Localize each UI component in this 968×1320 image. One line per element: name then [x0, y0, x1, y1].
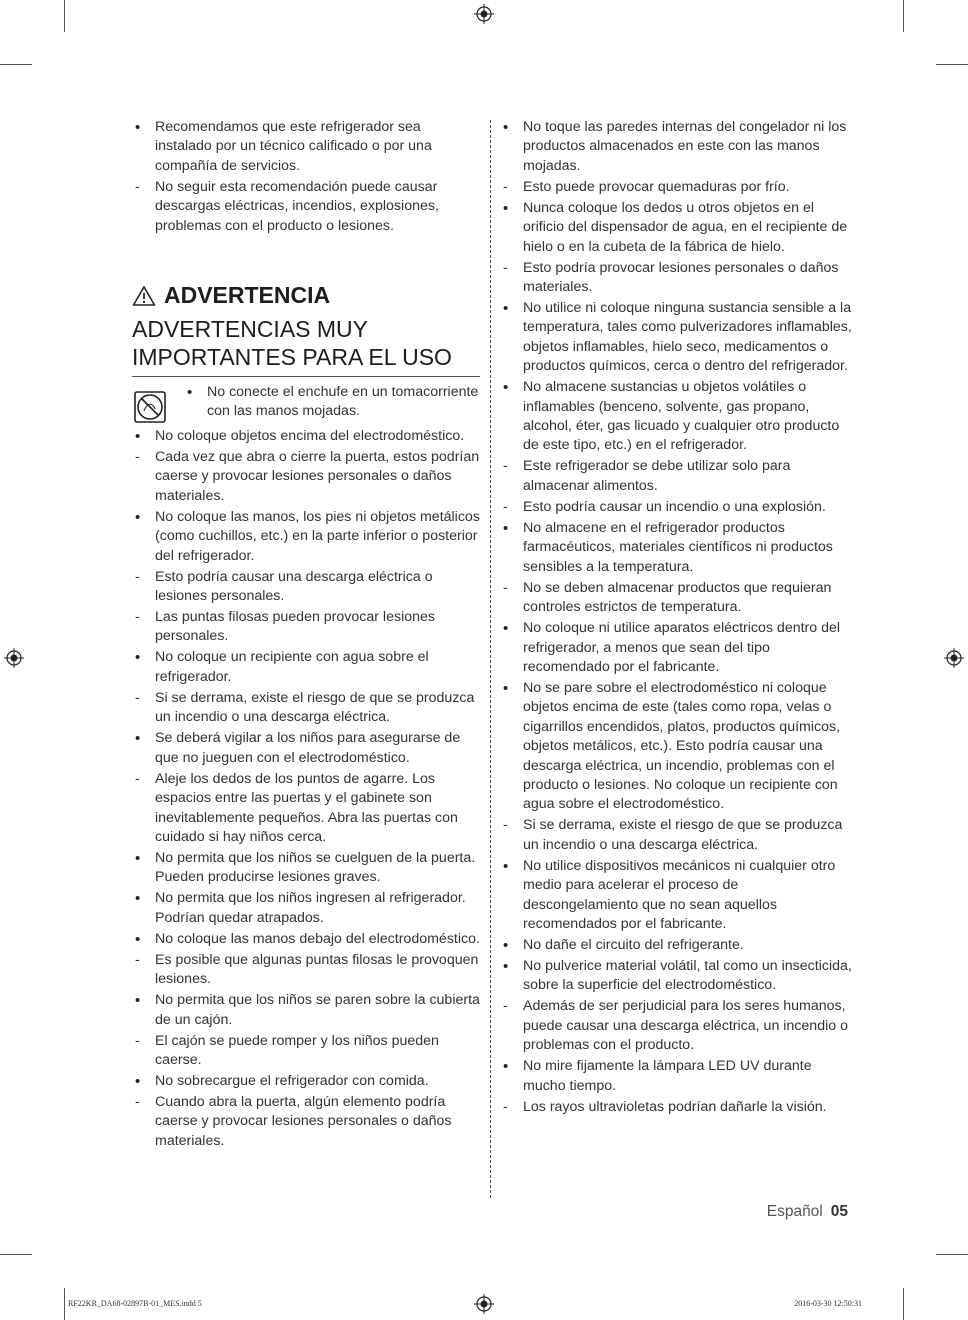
warning-section — [132, 282, 480, 425]
list-item: • No almacene sustancias u objetos volátiles o inflamables (benceno, solvente, gas propano, alcohol, éter, gas licuado y cualquier otro producto de este tipo, etc.) en el refrigerador. — [500, 378, 852, 456]
warning-list — [132, 427, 480, 1151]
list-item: - No seguir esta recomendación puede causar descargas eléctricas, incendios, explosiones, problemas con el producto o lesiones. — [132, 178, 480, 236]
registration-mark-icon — [474, 1294, 494, 1314]
list-item: - El cajón se puede romper y los niños pueden caerse. — [132, 1032, 480, 1071]
list-item: - Si se derrama, existe el riesgo de que se produzca un incendio o una descarga eléctrica. — [500, 816, 852, 855]
list-item: • No conecte el enchufe en un tomacorriente con las manos mojadas. — [184, 383, 480, 422]
list-item: • Recomendamos que este refrigerador sea instalado por un técnico calificado o por una compañía de servicios. — [132, 118, 480, 176]
warning-title: ADVERTENCIA — [164, 282, 331, 309]
list-item: - Este refrigerador se debe utilizar solo para almacenar alimentos. — [500, 457, 852, 496]
list-item: - Cuando abra la puerta, algún elemento podría caerse y provocar lesiones personales o daños materiales. — [132, 1093, 480, 1151]
section-title: ADVERTENCIAS MUY IMPORTANTES PARA EL USO — [132, 315, 480, 377]
list-item: - No se deben almacenar productos que requieran controles estrictos de temperatura. — [500, 579, 852, 618]
list-item: - Esto podría causar un incendio o una explosión. — [500, 498, 852, 517]
list-item: • Se deberá vigilar a los niños para asegurarse de que no jueguen con el electrodoméstico. — [132, 729, 480, 768]
crop-mark — [64, 1288, 65, 1320]
list-item: - Si se derrama, existe el riesgo de que se produzca un incendio o una descarga eléctrica. — [132, 689, 480, 728]
right-column — [500, 118, 852, 1119]
crop-mark — [936, 1254, 968, 1255]
list-item: - Además de ser perjudicial para los seres humanos, puede causar una descarga eléctrica, un incendio o problemas con el producto. — [500, 997, 852, 1055]
list-item: • No dañe el circuito del refrigerante. — [500, 936, 852, 955]
crop-mark — [936, 64, 968, 65]
list-item: • Nunca coloque los dedos u otros objetos en el orificio del dispensador de agua, en el recipiente de hielo o en la cubeta de la fábrica de hielo. — [500, 199, 852, 257]
crop-mark — [903, 0, 904, 32]
list-item: - Las puntas filosas pueden provocar lesiones personales. — [132, 608, 480, 647]
crop-mark — [64, 0, 65, 32]
print-slug-file: RF22KR_DA68-02897B-01_MES.indd 5 — [68, 1299, 202, 1308]
no-wet-hands-icon — [132, 389, 168, 425]
print-slug-datetime: 2016-03-30 12:50:31 — [794, 1299, 862, 1308]
list-item: • No almacene en el refrigerador productos farmacéuticos, materiales científicos ni productos sensibles a la temperatura. — [500, 519, 852, 577]
page-footer — [767, 1203, 848, 1221]
warning-heading — [132, 282, 480, 309]
list-item: - Cada vez que abra o cierre la puerta, estos podrían caerse y provocar lesiones personales o daños materiales. — [132, 448, 480, 506]
list-item: • No permita que los niños se cuelguen de la puerta. Pueden producirse lesiones graves. — [132, 849, 480, 888]
list-item: - Esto podría causar una descarga eléctrica o lesiones personales. — [132, 568, 480, 607]
list-item: • No permita que los niños se paren sobre la cubierta de un cajón. — [132, 991, 480, 1030]
crop-mark — [0, 1254, 32, 1255]
no-wet-hands-list — [184, 383, 480, 423]
registration-mark-icon — [474, 4, 494, 24]
list-item: - Esto puede provocar quemaduras por frío. — [500, 178, 852, 197]
left-column — [132, 118, 480, 1153]
list-item: • No pulverice material volátil, tal como un insecticida, sobre la superficie del electrodoméstico. — [500, 957, 852, 996]
list-item: • No coloque ni utilice aparatos eléctricos dentro del refrigerador, a menos que sean del tipo recomendado por el fabricante. — [500, 619, 852, 677]
list-item: • No permita que los niños ingresen al refrigerador. Podrían quedar atrapados. — [132, 889, 480, 928]
list-item: • No coloque un recipiente con agua sobre el refrigerador. — [132, 648, 480, 687]
list-item: - Esto podría provocar lesiones personales o daños materiales. — [500, 259, 852, 298]
warning-list-continued — [500, 118, 852, 1117]
list-item: • No utilice ni coloque ninguna sustancia sensible a la temperatura, tales como pulverizadores inflamables, objetos inflamables, hielo seco, medicamentos o productos químicos, cerca o dentro del refrigerador. — [500, 299, 852, 377]
list-item: • No toque las paredes internas del congelador ni los productos almacenados en este con las manos mojadas. — [500, 118, 852, 176]
list-item: - Es posible que algunas puntas filosas le provoquen lesiones. — [132, 951, 480, 990]
list-item: • No se pare sobre el electrodoméstico ni coloque objetos encima de este (tales como ropa, velas o cigarrillos encendidos, platos, productos químicos, objetos metálicos, etc.). Esto podría causar una descarga eléctrica, un incendio, problemas con el producto o lesiones. No coloque un recipiente con agua sobre el electrodoméstico. — [500, 679, 852, 815]
registration-mark-icon — [944, 648, 964, 668]
page-number: 05 — [830, 1203, 848, 1220]
list-item: • No coloque las manos debajo del electrodoméstico. — [132, 930, 480, 949]
warning-triangle-icon — [132, 285, 156, 307]
crop-mark — [903, 1288, 904, 1320]
column-divider — [490, 120, 491, 1198]
list-item: - Los rayos ultravioletas podrían dañarle la visión. — [500, 1098, 852, 1117]
list-item: • No utilice dispositivos mecánicos ni cualquier otro medio para acelerar el proceso de descongelamiento que no sean aquellos recomendados por el fabricante. — [500, 857, 852, 935]
list-item: • No coloque objetos encima del electrodoméstico. — [132, 427, 480, 446]
crop-mark — [0, 64, 32, 65]
list-item: • No coloque las manos, los pies ni objetos metálicos (como cuchillos, etc.) en la parte inferior o posterior del refrigerador. — [132, 508, 480, 566]
list-item: • No sobrecargue el refrigerador con comida. — [132, 1072, 480, 1091]
registration-mark-icon — [4, 648, 24, 668]
list-item: • No mire fijamente la lámpara LED UV durante mucho tiempo. — [500, 1057, 852, 1096]
no-wet-hands-row — [132, 383, 480, 425]
footer-language: Español — [766, 1203, 823, 1220]
list-item: - Aleje los dedos de los puntos de agarre. Los espacios entre las puertas y el gabinete son inevitablemente pequeños. Abra las puertas con cuidado si hay niños cerca. — [132, 770, 480, 848]
intro-list — [132, 118, 480, 236]
